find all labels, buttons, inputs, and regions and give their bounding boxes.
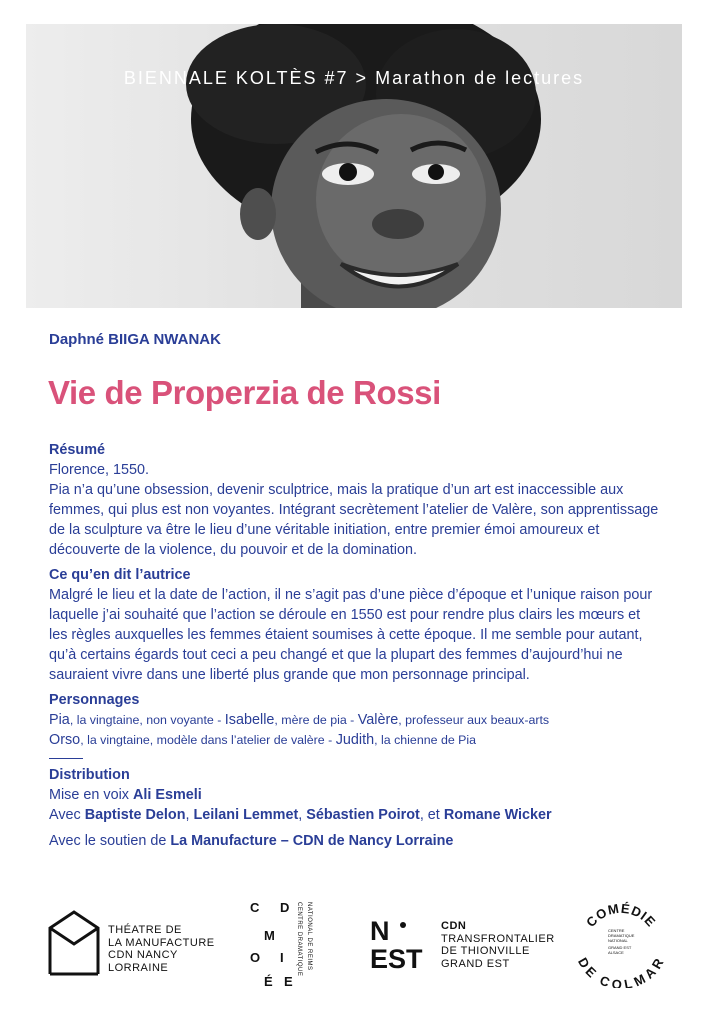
character-name: Isabelle: [224, 712, 275, 728]
actor-name: Leilani Lemmet: [193, 807, 299, 823]
mise-en-voix: [49, 785, 665, 805]
autrice-section: [49, 565, 665, 685]
nest-dot-icon: [400, 922, 406, 928]
cdm-letter: C: [250, 900, 260, 915]
autrice-line: laquelle j’ai souhaité que l’action se déroule en 1550 est pour rendre plus clairs les mœurs et: [49, 607, 641, 623]
cast-prefix: Avec: [49, 807, 85, 823]
autrice-line: qu’à certains égards tout ceci a peu changé et que la plupart des femmes d’aujourd’hui ne: [49, 647, 623, 663]
cdm-letter: I: [280, 950, 284, 965]
cast-line: [49, 805, 665, 825]
cast-separator: , et: [419, 807, 444, 823]
resume-section: [49, 440, 665, 560]
author-name: Daphné BIIGA NWANAK: [49, 331, 221, 348]
actor-name: Baptiste Delon: [84, 807, 186, 823]
resume-line: femmes, qui plus est non voyantes. Intégrant secrètement l’atelier de Valère, son apprentissage: [49, 502, 659, 518]
resume-line: Florence, 1550.: [49, 462, 149, 478]
partner-logos: [0, 880, 707, 1000]
character-name: Orso: [49, 732, 81, 748]
resume-line: de la sculpture va être le lieu d’une véritable initiation, entre premier émoi amoureux et: [49, 522, 600, 538]
character-name: Valère: [357, 712, 399, 728]
character-name: Judith: [335, 732, 375, 748]
support-line: [49, 831, 665, 851]
personnages-line: [49, 710, 665, 730]
mise-prefix: Mise en voix: [49, 787, 133, 803]
character-description: , la vingtaine, modèle dans l’atelier de valère -: [80, 733, 336, 747]
support-name: La Manufacture – CDN de Nancy Lorraine: [170, 833, 454, 849]
header-photo: [26, 24, 682, 308]
colmar-center-line: ALSACE: [608, 950, 624, 955]
character-description: , mère de pia -: [274, 713, 358, 727]
nest-line: TRANSFRONTALIER: [441, 932, 555, 945]
manufacture-logo-text: [108, 924, 215, 974]
cdm-letter: É: [264, 974, 273, 989]
colmar-logo-icon: [574, 894, 668, 988]
event-title: BIENNALE KOLTÈS #7 > Marathon de lectures: [123, 68, 585, 88]
cdm-letter: O: [250, 950, 261, 965]
distribution-heading: Distribution: [49, 767, 130, 783]
cdm-vertical-line: NATIONAL DE REIMS: [306, 902, 312, 971]
nest-logo-text: [441, 920, 555, 970]
play-title: Vie de Properzia de Rossi: [48, 374, 441, 411]
actor-name: Romane Wicker: [443, 807, 552, 823]
cast-separator: ,: [185, 807, 194, 823]
character-description: , la vingtaine, non voyante -: [69, 713, 225, 727]
nest-mark-n: N: [370, 916, 390, 946]
cdm-reims-logo: [244, 900, 314, 990]
colmar-center-line: GRAND EST: [608, 945, 632, 950]
manufacture-logo-icon: [48, 910, 100, 976]
cdm-vertical-line: CENTRE DRAMATIQUE: [296, 902, 302, 977]
cdm-letter: D: [280, 900, 290, 915]
svg-text:DE COLMAR: [575, 955, 666, 988]
manufacture-line: THÉATRE DE: [108, 924, 182, 936]
nest-line: GRAND EST: [441, 957, 510, 970]
nest-logo: [370, 918, 430, 978]
section-divider: [49, 758, 83, 759]
manufacture-line: LA MANUFACTURE: [108, 936, 215, 949]
cdm-vertical-text-2: [306, 902, 316, 990]
cdm-letter: E: [284, 974, 293, 989]
resume-line: Pia n’a qu’une obsession, devenir sculptrice, mais la pratique d’un art est inaccessible aux: [49, 482, 624, 498]
colmar-bottom-text: DE COLMAR: [575, 954, 667, 988]
nest-line: CDN: [441, 920, 467, 932]
play-description: [49, 440, 665, 851]
character-description: , la chienne de Pia: [374, 733, 477, 747]
portrait-illustration: [26, 24, 682, 308]
nest-mark-est: EST: [370, 944, 423, 974]
resume-heading: Résumé: [49, 442, 105, 458]
colmar-center-line: DRAMATIQUE: [608, 933, 635, 938]
support-prefix: Avec le soutien de: [49, 833, 171, 849]
manufacture-line: LORRAINE: [108, 961, 169, 974]
personnages-section: [49, 690, 665, 750]
autrice-line: les règles auxquelles les femmes étaient soumises à cette époque. Il me semble pour autant,: [49, 627, 643, 643]
cast-separator: ,: [298, 807, 307, 823]
autrice-heading: Ce qu’en dit l’autrice: [49, 567, 191, 583]
distribution-section: [49, 765, 665, 851]
personnages-heading: Personnages: [49, 692, 140, 708]
nest-line: DE THIONVILLE: [441, 945, 530, 957]
actor-name: Sébastien Poirot: [306, 807, 420, 823]
character-description: , professeur aux beaux-arts: [398, 713, 550, 727]
director-name: Ali Esmeli: [132, 787, 202, 803]
resume-line: découverte de la violence, du pouvoir et de la domination.: [49, 542, 418, 558]
cdm-letter: M: [264, 928, 275, 943]
manufacture-line: CDN NANCY: [108, 949, 178, 961]
autrice-line: Malgré le lieu et la date de l’action, il ne s’agit pas d’une pièce d’époque et l’unique raison pour: [49, 587, 653, 603]
svg-text:COMÉDIE: [583, 901, 659, 930]
autrice-line: sauraient vivre dans une liberté plus grande que mon personnage principal.: [49, 667, 530, 683]
personnages-line: [49, 730, 665, 750]
character-name: Pia: [49, 712, 70, 728]
colmar-center-line: NATIONAL: [608, 938, 628, 943]
cdm-vertical-text: [296, 902, 306, 990]
colmar-center-line: CENTRE: [608, 928, 625, 933]
colmar-top-text: COMÉDIE: [583, 900, 659, 930]
